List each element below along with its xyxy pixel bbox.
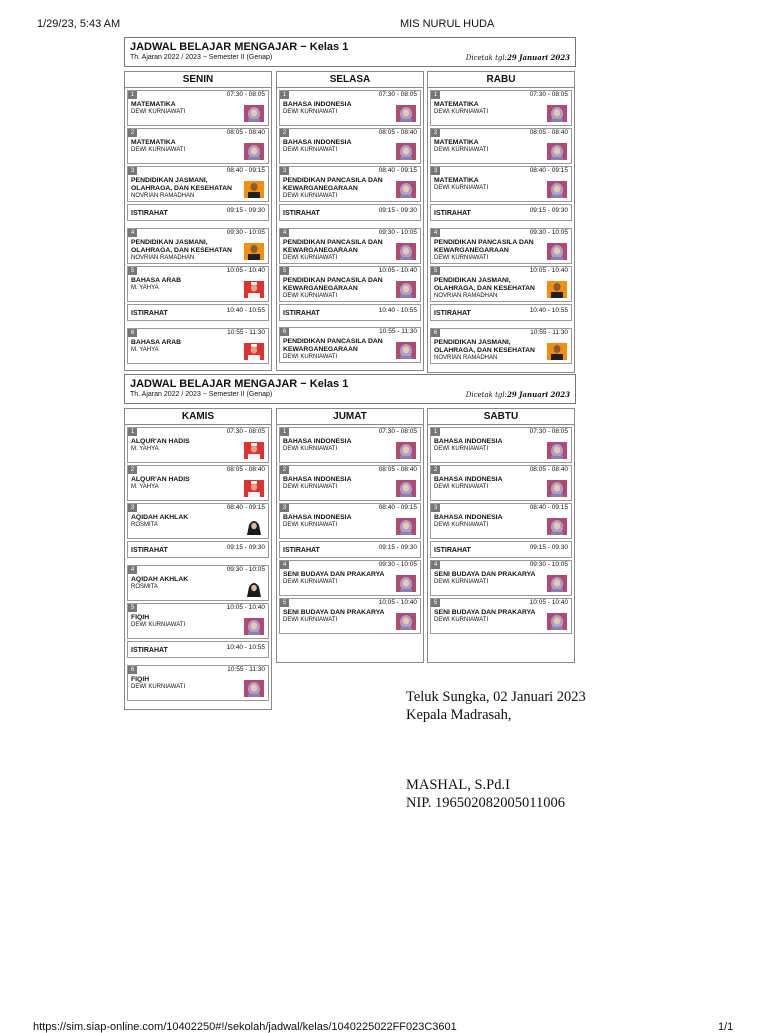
teacher-photo — [396, 143, 416, 160]
teacher-photo — [547, 613, 567, 630]
break-slot — [279, 204, 421, 221]
break-time: 09:15 - 09:30 — [529, 544, 568, 551]
period-time: 09:30 - 10:05 — [529, 561, 568, 568]
teacher-photo — [244, 680, 264, 697]
break-label: ISTIRAHAT — [434, 547, 471, 554]
subject-name: FIQIH — [131, 614, 150, 621]
subject-name: SENI BUDAYA DAN PRAKARYA — [434, 571, 536, 578]
period-time: 07:30 - 08:05 — [226, 428, 265, 435]
period-number: 1 — [280, 91, 289, 99]
day-header: SABTU — [428, 409, 574, 425]
lesson-slot — [127, 90, 269, 126]
lesson-slot — [430, 427, 572, 463]
teacher-photo — [244, 618, 264, 635]
period-time: 08:40 - 09:15 — [226, 504, 265, 511]
period-number: 2 — [280, 129, 289, 137]
teacher-name: M. YAHYA — [131, 446, 159, 452]
day-column-kamis — [124, 408, 272, 710]
teacher-name: DEWI KURNIAWATI — [434, 255, 489, 261]
break-time: 10:40 - 10:55 — [529, 307, 568, 314]
teacher-name: ROSMITA — [131, 522, 158, 528]
subject-name: BAHASA INDONESIA — [434, 514, 503, 521]
teacher-photo — [244, 105, 264, 122]
subject-name: AQIDAH AKHLAK — [131, 576, 189, 583]
period-time: 08:05 - 08:40 — [378, 129, 417, 136]
teacher-name: NOVRIAN RAMADHAN — [434, 293, 498, 299]
break-label: ISTIRAHAT — [131, 210, 168, 217]
break-label: ISTIRAHAT — [131, 547, 168, 554]
subject-name: PENDIDIKAN JASMANI, OLAHRAGA, DAN KESEHATAN — [131, 239, 232, 254]
lesson-slot — [127, 603, 269, 639]
signature-name: MASHAL, S.Pd.I — [406, 777, 510, 793]
subject-name: MATEMATIKA — [434, 139, 479, 146]
break-time: 10:40 - 10:55 — [226, 644, 265, 651]
period-time: 10:55 - 11:30 — [530, 329, 568, 336]
period-number: 4 — [280, 229, 289, 237]
period-time: 08:40 - 09:15 — [378, 504, 417, 511]
lesson-slot — [279, 427, 421, 463]
break-slot — [430, 204, 572, 221]
lesson-slot — [279, 128, 421, 164]
teacher-photo — [244, 442, 264, 459]
lesson-slot — [279, 598, 421, 634]
period-number: 2 — [431, 466, 440, 474]
teacher-name: DEWI KURNIAWATI — [131, 109, 186, 115]
schedule-title: JADWAL BELAJAR MENGAJAR − Kelas 1 — [130, 41, 349, 53]
break-time: 09:15 - 09:30 — [378, 544, 417, 551]
period-time: 09:30 - 10:05 — [378, 229, 417, 236]
schedule-subtitle: Th. Ajaran 2022 / 2023 − Semester II (Genap) — [130, 54, 273, 61]
day-column-selasa — [276, 71, 424, 371]
lesson-slot — [279, 560, 421, 596]
period-time: 07:30 - 08:05 — [529, 428, 568, 435]
subject-name: MATEMATIKA — [131, 139, 176, 146]
schedule-header — [124, 374, 576, 404]
signature-position: Kepala Madrasah, — [406, 707, 512, 723]
period-time: 08:40 - 09:15 — [529, 504, 568, 511]
teacher-photo — [547, 243, 567, 260]
day-header: JUMAT — [277, 409, 423, 425]
lesson-slot — [279, 228, 421, 264]
subject-name: PENDIDIKAN JASMANI, OLAHRAGA, DAN KESEHATAN — [434, 277, 535, 292]
break-slot — [279, 304, 421, 321]
period-number: 3 — [128, 167, 137, 175]
teacher-name: DEWI KURNIAWATI — [434, 185, 489, 191]
teacher-name: DEWI KURNIAWATI — [283, 446, 338, 452]
break-label: ISTIRAHAT — [131, 310, 168, 317]
period-number: 2 — [280, 466, 289, 474]
lesson-slot — [430, 328, 572, 364]
day-column-rabu — [427, 71, 575, 373]
period-time: 07:30 - 08:05 — [226, 91, 265, 98]
teacher-name: DEWI KURNIAWATI — [434, 484, 489, 490]
period-number: 4 — [128, 566, 137, 574]
break-label: ISTIRAHAT — [434, 310, 471, 317]
teacher-name: DEWI KURNIAWATI — [434, 617, 489, 623]
subject-name: PENDIDIKAN PANCASILA DAN KEWARGANEGARAAN — [283, 277, 383, 292]
lesson-slot — [279, 503, 421, 539]
period-number: 5 — [431, 599, 440, 607]
teacher-name: DEWI KURNIAWATI — [434, 446, 489, 452]
teacher-photo — [244, 580, 264, 597]
period-time: 10:55 - 11:30 — [227, 666, 265, 673]
break-slot — [127, 204, 269, 221]
teacher-name: NOVRIAN RAMADHAN — [131, 255, 195, 261]
teacher-photo — [396, 342, 416, 359]
teacher-name: DEWI KURNIAWATI — [434, 109, 489, 115]
teacher-photo — [547, 105, 567, 122]
day-header: KAMIS — [125, 409, 271, 425]
period-time: 10:05 - 10:40 — [378, 267, 417, 274]
lesson-slot — [430, 228, 572, 264]
signature-place-date: Teluk Sungka, 02 Januari 2023 — [406, 689, 586, 705]
subject-name: BAHASA INDONESIA — [283, 514, 352, 521]
teacher-name: M. YAHYA — [131, 347, 159, 353]
lesson-slot — [127, 128, 269, 164]
teacher-photo — [244, 281, 264, 298]
period-number: 3 — [280, 167, 289, 175]
period-number: 5 — [128, 604, 137, 612]
period-time: 09:30 - 10:05 — [378, 561, 417, 568]
teacher-name: DEWI KURNIAWATI — [283, 193, 338, 199]
period-time: 08:05 - 08:40 — [226, 466, 265, 473]
subject-name: MATEMATIKA — [434, 177, 479, 184]
teacher-photo — [396, 105, 416, 122]
break-slot — [430, 541, 572, 558]
schedule-subtitle: Th. Ajaran 2022 / 2023 − Semester II (Genap) — [130, 391, 273, 398]
teacher-name: ROSMITA — [131, 584, 158, 590]
lesson-slot — [430, 90, 572, 126]
subject-name: BAHASA INDONESIA — [283, 476, 352, 483]
break-slot — [127, 641, 269, 658]
subject-name: BAHASA INDONESIA — [283, 101, 352, 108]
day-header: RABU — [428, 72, 574, 88]
teacher-photo — [547, 518, 567, 535]
subject-name: BAHASA INDONESIA — [434, 438, 503, 445]
lesson-slot — [430, 128, 572, 164]
period-number: 6 — [431, 329, 440, 337]
teacher-name: DEWI KURNIAWATI — [131, 622, 186, 628]
subject-name: MATEMATIKA — [131, 101, 176, 108]
lesson-slot — [127, 166, 269, 202]
period-time: 08:05 - 08:40 — [529, 129, 568, 136]
lesson-slot — [279, 166, 421, 202]
period-number: 2 — [128, 129, 137, 137]
period-time: 10:55 - 11:30 — [227, 329, 265, 336]
subject-name: MATEMATIKA — [434, 101, 479, 108]
lesson-slot — [430, 598, 572, 634]
teacher-name: DEWI KURNIAWATI — [283, 255, 338, 261]
period-number: 5 — [280, 267, 289, 275]
teacher-name: DEWI KURNIAWATI — [131, 684, 186, 690]
lesson-slot — [279, 90, 421, 126]
break-time: 10:40 - 10:55 — [378, 307, 417, 314]
teacher-photo — [244, 243, 264, 260]
break-label: ISTIRAHAT — [131, 647, 168, 654]
break-label: ISTIRAHAT — [283, 310, 320, 317]
teacher-name: DEWI KURNIAWATI — [283, 579, 338, 585]
period-time: 08:05 - 08:40 — [529, 466, 568, 473]
lesson-slot — [430, 266, 572, 302]
period-number: 3 — [431, 504, 440, 512]
teacher-photo — [547, 343, 567, 360]
teacher-photo — [244, 343, 264, 360]
teacher-photo — [396, 480, 416, 497]
printed-date: Dicetak tgl:29 Januari 2023 — [465, 53, 570, 62]
teacher-name: DEWI KURNIAWATI — [283, 293, 338, 299]
period-number: 1 — [128, 428, 137, 436]
lesson-slot — [279, 327, 421, 363]
subject-name: PENDIDIKAN PANCASILA DAN KEWARGANEGARAAN — [283, 239, 383, 254]
period-time: 08:05 - 08:40 — [378, 466, 417, 473]
lesson-slot — [127, 503, 269, 539]
period-number: 1 — [431, 91, 440, 99]
subject-name: PENDIDIKAN PANCASILA DAN KEWARGANEGARAAN — [283, 177, 383, 192]
period-number: 3 — [128, 504, 137, 512]
lesson-slot — [430, 465, 572, 501]
schedule-sheet — [124, 374, 576, 710]
print-header-title: MIS NURUL HUDA — [400, 18, 495, 30]
day-header: SENIN — [125, 72, 271, 88]
break-slot — [127, 541, 269, 558]
period-number: 4 — [280, 561, 289, 569]
day-column-senin — [124, 71, 272, 371]
subject-name: BAHASA INDONESIA — [283, 139, 352, 146]
period-number: 5 — [431, 267, 440, 275]
teacher-name: DEWI KURNIAWATI — [283, 354, 338, 360]
lesson-slot — [127, 665, 269, 701]
period-time: 09:30 - 10:05 — [226, 229, 265, 236]
lesson-slot — [127, 565, 269, 601]
subject-name: PENDIDIKAN PANCASILA DAN KEWARGANEGARAAN — [434, 239, 534, 254]
period-number: 6 — [280, 328, 289, 336]
break-time: 09:15 - 09:30 — [378, 207, 417, 214]
day-column-sabtu — [427, 408, 575, 663]
period-number: 4 — [431, 561, 440, 569]
period-number: 1 — [431, 428, 440, 436]
period-time: 08:40 - 09:15 — [529, 167, 568, 174]
period-number: 4 — [431, 229, 440, 237]
period-time: 08:40 - 09:15 — [226, 167, 265, 174]
teacher-photo — [396, 442, 416, 459]
period-number: 5 — [280, 599, 289, 607]
day-header: SELASA — [277, 72, 423, 88]
break-label: ISTIRAHAT — [434, 210, 471, 217]
schedule-sheet — [124, 37, 576, 373]
period-number: 6 — [128, 666, 137, 674]
teacher-photo — [396, 518, 416, 535]
subject-name: PENDIDIKAN PANCASILA DAN KEWARGANEGARAAN — [283, 338, 383, 353]
subject-name: PENDIDIKAN JASMANI, OLAHRAGA, DAN KESEHATAN — [434, 339, 535, 354]
period-time: 10:05 - 10:40 — [378, 599, 417, 606]
teacher-photo — [396, 243, 416, 260]
schedule-title: JADWAL BELAJAR MENGAJAR − Kelas 1 — [130, 378, 349, 390]
teacher-photo — [396, 181, 416, 198]
subject-name: PENDIDIKAN JASMANI, OLAHRAGA, DAN KESEHATAN — [131, 177, 232, 192]
lesson-slot — [127, 228, 269, 264]
period-number: 1 — [128, 91, 137, 99]
period-time: 09:30 - 10:05 — [226, 566, 265, 573]
teacher-photo — [396, 613, 416, 630]
subject-name: BAHASA INDONESIA — [434, 476, 503, 483]
break-time: 09:15 - 09:30 — [529, 207, 568, 214]
period-number: 3 — [431, 167, 440, 175]
teacher-name: M. YAHYA — [131, 484, 159, 490]
lesson-slot — [430, 503, 572, 539]
break-time: 09:15 - 09:30 — [226, 207, 265, 214]
lesson-slot — [279, 266, 421, 302]
print-footer-url: https://sim.siap-online.com/10402250#!/sekolah/jadwal/kelas/1040225022FF023C3601 — [33, 1021, 457, 1033]
subject-name: SENI BUDAYA DAN PRAKARYA — [283, 609, 385, 616]
teacher-photo — [547, 143, 567, 160]
period-time: 10:05 - 10:40 — [226, 604, 265, 611]
subject-name: BAHASA ARAB — [131, 277, 182, 284]
subject-name: BAHASA INDONESIA — [283, 438, 352, 445]
teacher-name: DEWI KURNIAWATI — [283, 617, 338, 623]
subject-name: ALQUR'AN HADIS — [131, 476, 190, 483]
subject-name: SENI BUDAYA DAN PRAKARYA — [434, 609, 536, 616]
period-time: 07:30 - 08:05 — [378, 91, 417, 98]
break-label: ISTIRAHAT — [283, 547, 320, 554]
subject-name: SENI BUDAYA DAN PRAKARYA — [283, 571, 385, 578]
break-time: 10:40 - 10:55 — [226, 307, 265, 314]
period-time: 10:05 - 10:40 — [226, 267, 265, 274]
teacher-photo — [244, 480, 264, 497]
teacher-photo — [547, 181, 567, 198]
period-number: 3 — [280, 504, 289, 512]
teacher-name: DEWI KURNIAWATI — [283, 484, 338, 490]
day-column-jumat — [276, 408, 424, 663]
schedule-header — [124, 37, 576, 67]
printed-date: Dicetak tgl:29 Januari 2023 — [465, 390, 570, 399]
teacher-name: DEWI KURNIAWATI — [434, 579, 489, 585]
teacher-photo — [396, 281, 416, 298]
period-time: 07:30 - 08:05 — [378, 428, 417, 435]
teacher-photo — [244, 143, 264, 160]
period-number: 5 — [128, 267, 137, 275]
period-number: 4 — [128, 229, 137, 237]
lesson-slot — [127, 328, 269, 364]
period-time: 10:05 - 10:40 — [529, 267, 568, 274]
teacher-name: DEWI KURNIAWATI — [283, 109, 338, 115]
break-slot — [127, 304, 269, 321]
teacher-photo — [244, 518, 264, 535]
signature-nip: NIP. 196502082005011006 — [406, 795, 565, 811]
teacher-name: DEWI KURNIAWATI — [283, 522, 338, 528]
period-number: 1 — [280, 428, 289, 436]
break-slot — [430, 304, 572, 321]
print-datetime: 1/29/23, 5:43 AM — [37, 18, 121, 30]
teacher-name: DEWI KURNIAWATI — [131, 147, 186, 153]
teacher-name: DEWI KURNIAWATI — [434, 522, 489, 528]
period-time: 09:30 - 10:05 — [529, 229, 568, 236]
break-slot — [279, 541, 421, 558]
lesson-slot — [279, 465, 421, 501]
period-number: 2 — [128, 466, 137, 474]
teacher-name: NOVRIAN RAMADHAN — [434, 355, 498, 361]
subject-name: AQIDAH AKHLAK — [131, 514, 189, 521]
teacher-photo — [244, 181, 264, 198]
teacher-photo — [547, 575, 567, 592]
subject-name: FIQIH — [131, 676, 150, 683]
teacher-name: M. YAHYA — [131, 285, 159, 291]
teacher-name: DEWI KURNIAWATI — [434, 147, 489, 153]
teacher-name: DEWI KURNIAWATI — [283, 147, 338, 153]
subject-name: ALQUR'AN HADIS — [131, 438, 190, 445]
teacher-photo — [547, 480, 567, 497]
period-time: 08:05 - 08:40 — [226, 129, 265, 136]
teacher-photo — [547, 442, 567, 459]
lesson-slot — [127, 266, 269, 302]
subject-name: BAHASA ARAB — [131, 339, 182, 346]
teacher-photo — [547, 281, 567, 298]
break-label: ISTIRAHAT — [283, 210, 320, 217]
period-time: 07:30 - 08:05 — [529, 91, 568, 98]
teacher-name: NOVRIAN RAMADHAN — [131, 193, 195, 199]
period-time: 10:55 - 11:30 — [379, 328, 417, 335]
teacher-photo — [396, 575, 416, 592]
period-time: 08:40 - 09:15 — [378, 167, 417, 174]
period-number: 2 — [431, 129, 440, 137]
lesson-slot — [127, 427, 269, 463]
print-page-number: 1/1 — [718, 1021, 734, 1033]
period-time: 10:05 - 10:40 — [529, 599, 568, 606]
lesson-slot — [430, 560, 572, 596]
break-time: 09:15 - 09:30 — [226, 544, 265, 551]
lesson-slot — [430, 166, 572, 202]
period-number: 6 — [128, 329, 137, 337]
lesson-slot — [127, 465, 269, 501]
